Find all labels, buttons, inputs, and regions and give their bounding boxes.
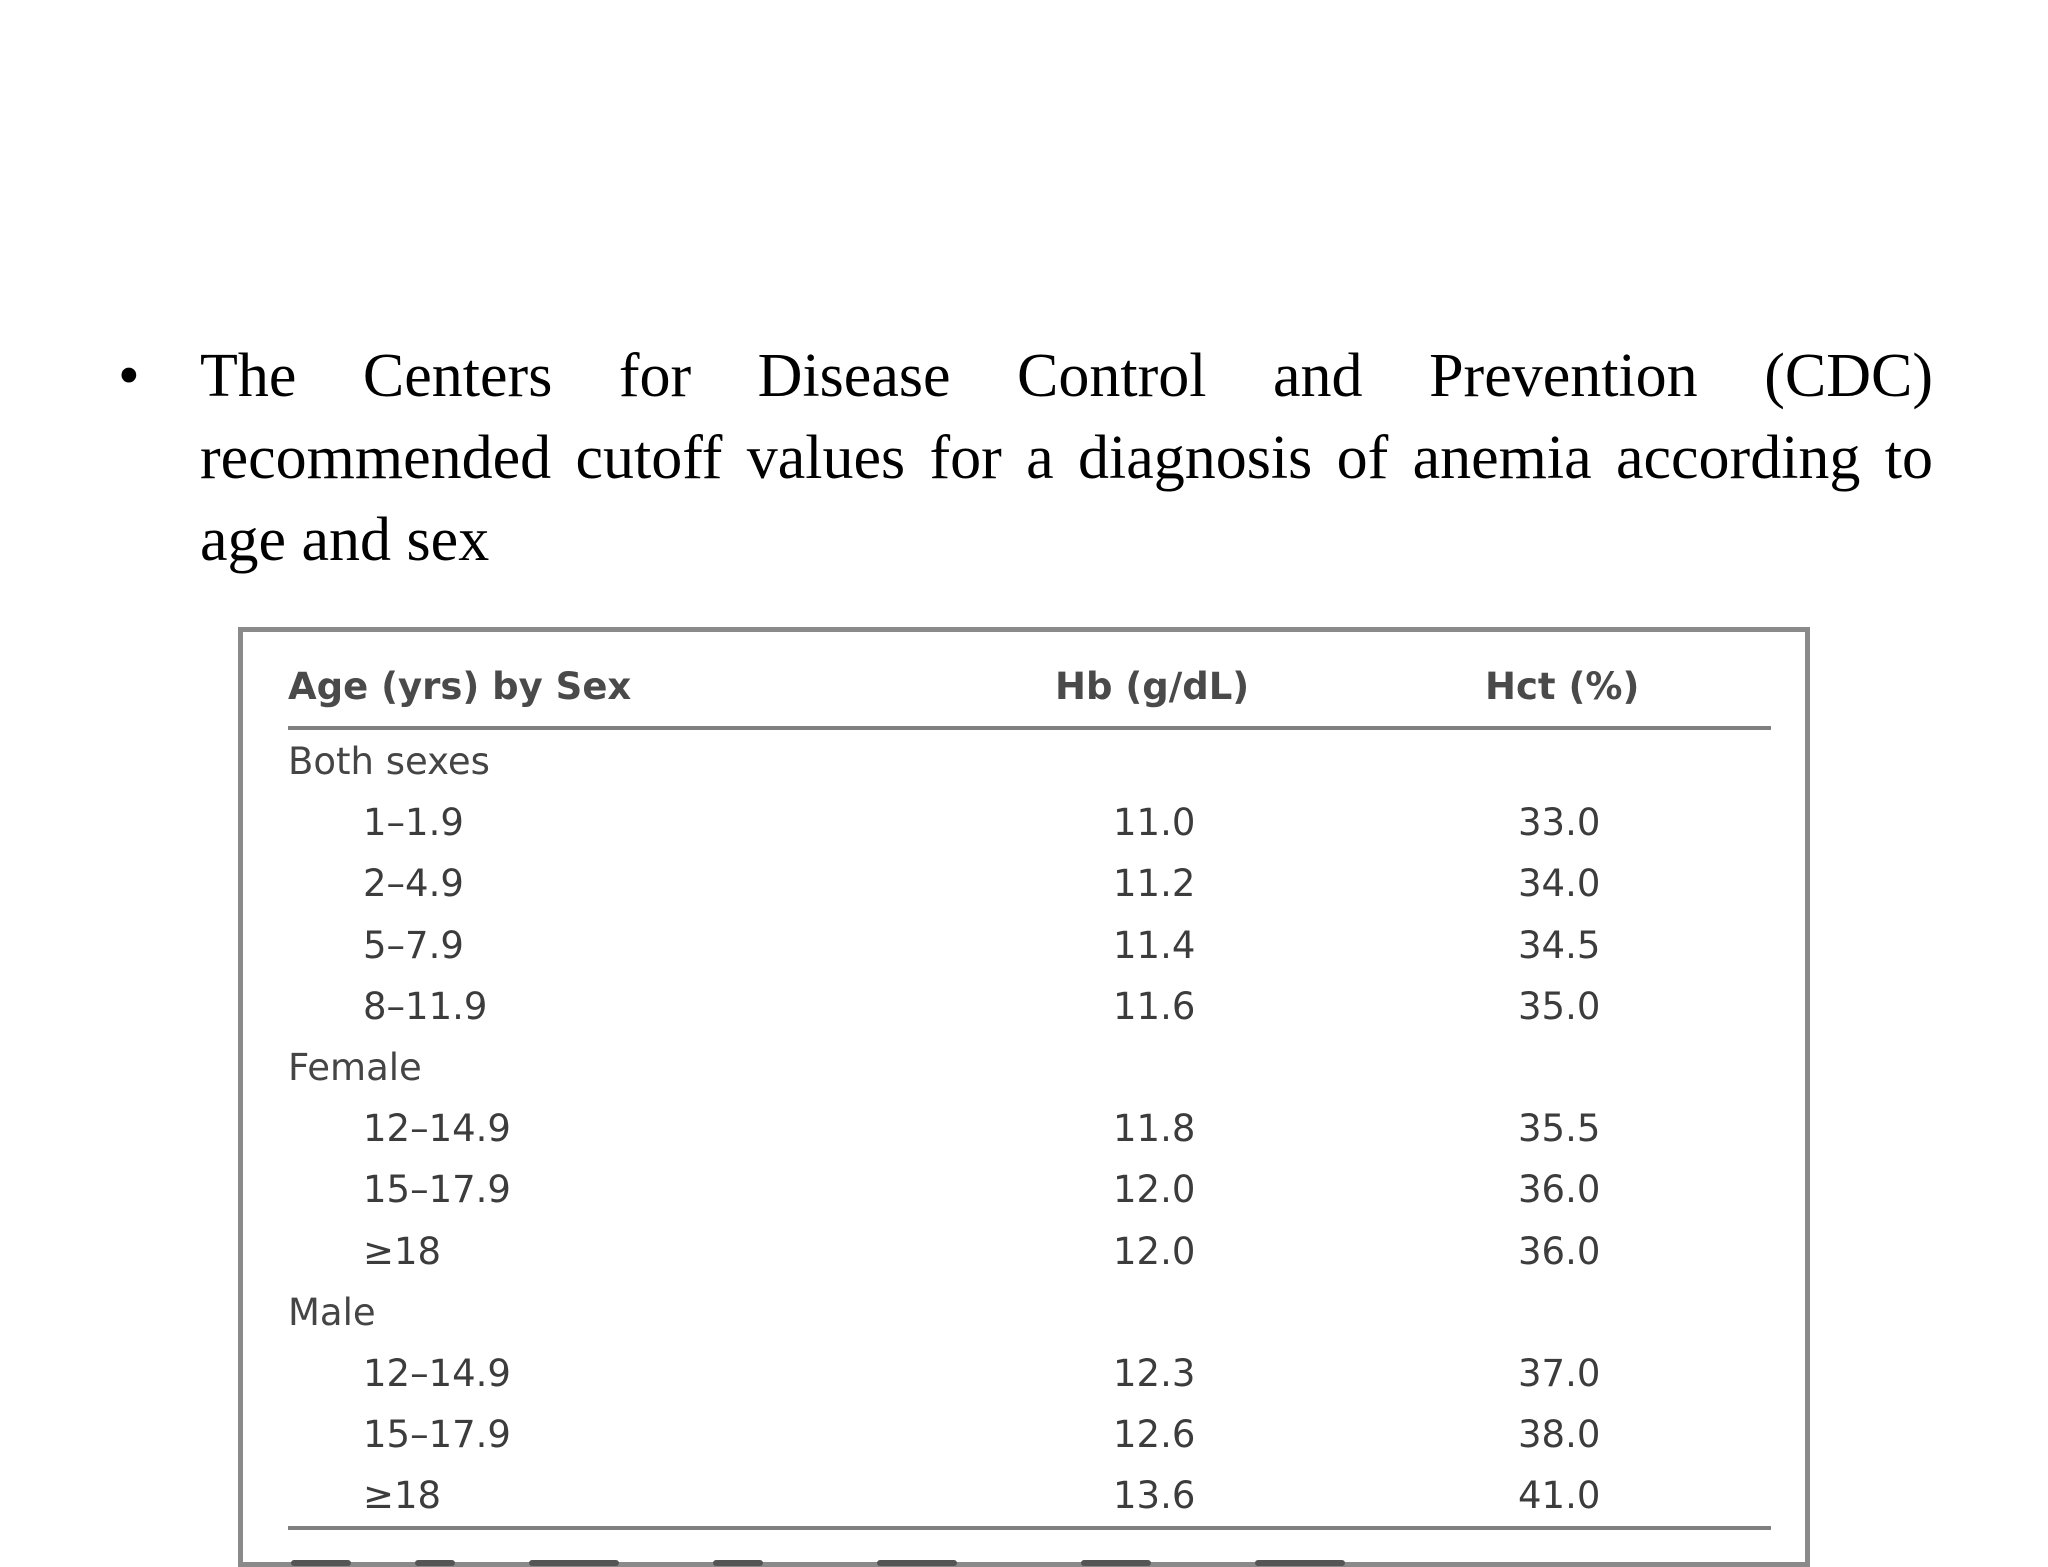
footer-divider	[288, 1526, 1771, 1530]
hb-cell: 11.2	[1113, 862, 1196, 906]
hb-cell: 11.6	[1113, 984, 1196, 1028]
age-cell: 15–17.9	[363, 1413, 511, 1457]
hb-cell: 11.4	[1113, 923, 1196, 967]
age-cell: ≥18	[363, 1474, 442, 1518]
group-label: Female	[288, 1046, 422, 1089]
header-divider	[288, 726, 1771, 730]
age-cell: 5–7.9	[363, 923, 464, 967]
hb-cell: 11.8	[1113, 1107, 1196, 1151]
hct-cell: 37.0	[1518, 1352, 1601, 1395]
hb-cell: 11.0	[1113, 801, 1196, 845]
anemia-cutoff-table	[238, 627, 1810, 1567]
hct-cell: 36.0	[1518, 1168, 1601, 1212]
hct-cell: 41.0	[1518, 1474, 1601, 1518]
group-label: Male	[288, 1290, 376, 1334]
hb-cell: 12.3	[1113, 1352, 1196, 1395]
age-cell: ≥18	[363, 1229, 442, 1273]
header-age: Age (yrs) by Sex	[288, 665, 632, 708]
hb-cell: 13.6	[1113, 1474, 1196, 1518]
age-cell: 8–11.9	[363, 984, 488, 1028]
hb-cell: 12.0	[1113, 1229, 1196, 1273]
group-label: Both sexes	[288, 740, 490, 783]
age-cell: 12–14.9	[363, 1107, 511, 1151]
age-cell: 12–14.9	[363, 1352, 511, 1395]
bullet-marker: •	[118, 342, 140, 410]
hct-cell: 33.0	[1518, 801, 1601, 845]
cropped-footnote	[291, 1536, 1771, 1566]
age-cell: 2–4.9	[363, 862, 464, 906]
header-hct: Hct (%)	[1485, 665, 1640, 708]
hct-cell: 38.0	[1518, 1413, 1601, 1457]
hb-cell: 12.6	[1113, 1413, 1196, 1457]
hct-cell: 34.5	[1518, 923, 1601, 967]
age-cell: 15–17.9	[363, 1168, 511, 1212]
hct-cell: 35.5	[1518, 1107, 1601, 1151]
hb-cell: 12.0	[1113, 1168, 1196, 1212]
hct-cell: 35.0	[1518, 984, 1601, 1028]
bullet-point	[118, 335, 1933, 581]
age-cell: 1–1.9	[363, 801, 464, 845]
hct-cell: 36.0	[1518, 1229, 1601, 1273]
header-hb: Hb (g/dL)	[1055, 665, 1250, 708]
bullet-text: The Centers for Disease Control and Prevention (CDC) recommended cutoff values for a diagnosis of anemia according to age and sex	[200, 342, 1933, 574]
hct-cell: 34.0	[1518, 862, 1601, 906]
